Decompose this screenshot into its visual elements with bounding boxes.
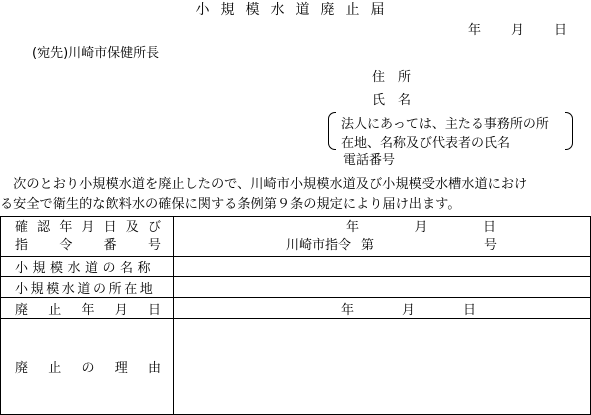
date-unit-label: 年 [346, 219, 360, 235]
table-row [1, 217, 591, 257]
date-day-label: 日 [554, 23, 568, 38]
note-line-2: 在地、名称及び代表者の氏名 [341, 136, 511, 151]
table-row [1, 319, 591, 415]
date-month-label: 月 [511, 23, 525, 38]
directive-dai: 第 [361, 237, 375, 253]
label-char: 止 [48, 361, 62, 376]
statement-line-1: 次のとおり小規模水道を廃止したので、川崎市小規模水道及び小規模受水槽水道におけ [0, 177, 528, 192]
water-system-name-field[interactable] [174, 257, 591, 277]
table-row [1, 298, 591, 319]
name-label: 氏 名 [372, 93, 412, 108]
confirmation-value-cell[interactable] [174, 217, 591, 257]
date-unit-label: 日 [482, 219, 496, 235]
confirmation-label-line2 [1, 237, 173, 255]
phone-label: 電話番号 [343, 153, 396, 168]
address-label: 住 所 [372, 70, 412, 85]
confirmation-label-line1 [1, 219, 173, 237]
date-unit-label: 日 [462, 302, 476, 318]
label-char: 確 [15, 219, 29, 235]
label-char: 指 [15, 237, 29, 253]
directive-number [286, 237, 590, 255]
statement-text [0, 175, 591, 215]
abolition-date-label [1, 298, 174, 319]
submission-date [468, 24, 588, 37]
label-char: 年 [59, 219, 73, 235]
label-char: 年 [81, 302, 95, 318]
label-char: 号 [147, 237, 161, 253]
label-char: 廃 [15, 361, 29, 376]
label-char: 認 [37, 219, 51, 235]
water-system-location-field[interactable] [174, 277, 591, 298]
date-unit-label: 年 [341, 302, 355, 318]
label-char: 廃 [15, 302, 29, 318]
label-char: 日 [103, 219, 117, 235]
abolition-reason-field[interactable] [174, 319, 591, 415]
notification-form-table [0, 216, 591, 415]
addressee: (宛先)川崎市保健所長 [32, 46, 160, 61]
label-char: の [81, 361, 95, 376]
statement-line-2: る安全で衛生的な飲料水の確保に関する条例第９条の規定により届け出ます。 [0, 197, 461, 212]
label-char: 月 [114, 302, 128, 318]
bracket-left [328, 112, 336, 150]
abolition-reason-label [1, 319, 174, 415]
label-char: 由 [147, 361, 161, 376]
date-year-label: 年 [468, 23, 482, 38]
table-row [1, 257, 591, 277]
label-char: 止 [48, 302, 62, 318]
label-char: 日 [147, 302, 161, 318]
label-char: 番 [103, 237, 117, 253]
label-char: 令 [59, 237, 73, 253]
document-title: 小規模水道廃止届 [195, 2, 396, 18]
water-system-name-label: 小規模水道の名称 [1, 257, 174, 277]
date-unit-label: 月 [401, 302, 415, 318]
note-line-1: 法人にあっては、主たる事務所の所 [341, 117, 549, 132]
label-char: 理 [114, 361, 128, 376]
label-char: 月 [81, 219, 95, 235]
abolition-date-field[interactable] [174, 298, 591, 319]
confirmation-date [346, 219, 496, 237]
bracket-right [565, 112, 573, 150]
directive-prefix: 川崎市指令 [286, 237, 352, 253]
directive-go: 号 [484, 237, 498, 253]
label-char: 及 [125, 219, 139, 235]
water-system-location-label: 小規模水道の所在地 [1, 277, 174, 298]
table-row [1, 277, 591, 298]
date-unit-label: 月 [414, 219, 428, 235]
confirmation-label-cell [1, 217, 174, 257]
label-char: び [147, 219, 161, 235]
